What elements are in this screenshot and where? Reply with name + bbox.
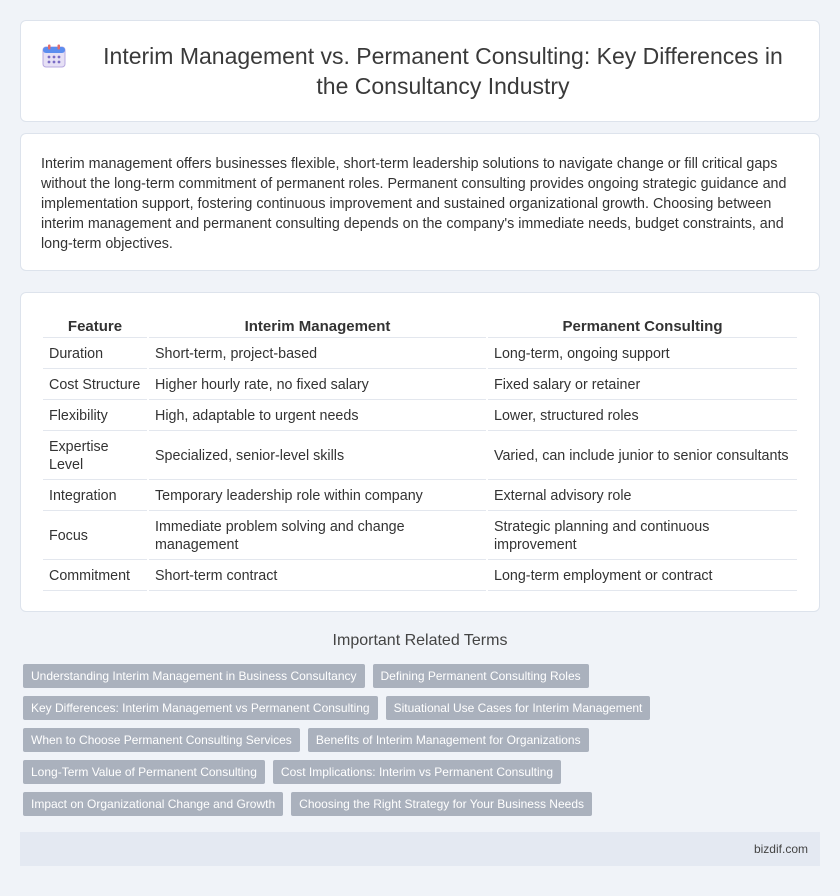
table-row [43, 371, 797, 400]
row-feature: Expertise Level [43, 433, 147, 480]
calendar-icon [41, 43, 67, 69]
row-feature: Flexibility [43, 402, 147, 431]
related-terms-tags [20, 664, 820, 816]
row-permanent: Varied, can include junior to senior consultants [488, 433, 797, 480]
row-permanent: Long-term employment or contract [488, 562, 797, 591]
related-term-link[interactable]: Defining Permanent Consulting Roles [373, 664, 589, 688]
table-header-row [43, 315, 797, 338]
footer-site-link[interactable]: bizdif.com [753, 842, 808, 856]
row-permanent: External advisory role [488, 482, 797, 511]
row-permanent: Fixed salary or retainer [488, 371, 797, 400]
related-term-link[interactable]: Key Differences: Interim Management vs Permanent Consulting [23, 696, 378, 720]
row-interim: Temporary leadership role within company [149, 482, 486, 511]
related-term-link[interactable]: Situational Use Cases for Interim Management [386, 696, 651, 720]
table-row [43, 340, 797, 369]
row-permanent: Long-term, ongoing support [488, 340, 797, 369]
row-interim: Short-term contract [149, 562, 486, 591]
related-terms-title: Important Related Terms [332, 632, 508, 649]
row-interim: High, adaptable to urgent needs [149, 402, 486, 431]
related-terms-section [20, 632, 820, 816]
row-permanent: Strategic planning and continuous improvement [488, 513, 797, 560]
comparison-table-card [20, 292, 820, 612]
row-interim: Higher hourly rate, no fixed salary [149, 371, 486, 400]
intro-paragraph: Interim management offers businesses flexible, short-term leadership solutions to navigate change or fill critical gaps without the long-term commitment of permanent roles. Permanent consulting provides ongoing strategic guidance and implementation support, fostering continuous improvement and sustained organizational growth. Choosing between interim management and permanent consulting depends on the company's immediate needs, budget constraints, and long-term objectives. [41, 156, 787, 252]
intro-card [20, 133, 820, 271]
row-feature: Focus [43, 513, 147, 560]
row-feature: Duration [43, 340, 147, 369]
page-title: Interim Management vs. Permanent Consulting: Key Differences in the Consultancy Industry [103, 43, 783, 99]
table-row [43, 482, 797, 511]
header-feature: Feature [43, 315, 147, 338]
row-interim: Specialized, senior-level skills [149, 433, 486, 480]
related-term-link[interactable]: Long-Term Value of Permanent Consulting [23, 760, 265, 784]
related-term-link[interactable]: Choosing the Right Strategy for Your Business Needs [291, 792, 592, 816]
row-feature: Cost Structure [43, 371, 147, 400]
table-row [43, 402, 797, 431]
related-term-link[interactable]: Understanding Interim Management in Business Consultancy [23, 664, 365, 688]
row-interim: Immediate problem solving and change management [149, 513, 486, 560]
table-row [43, 433, 797, 480]
comparison-table [41, 313, 799, 593]
header-permanent: Permanent Consulting [488, 315, 797, 338]
row-interim: Short-term, project-based [149, 340, 486, 369]
related-term-link[interactable]: Impact on Organizational Change and Growth [23, 792, 283, 816]
row-feature: Integration [43, 482, 147, 511]
table-row [43, 513, 797, 560]
footer [20, 832, 820, 866]
related-term-link[interactable]: Benefits of Interim Management for Organizations [308, 728, 589, 752]
row-permanent: Lower, structured roles [488, 402, 797, 431]
title-card [20, 20, 820, 122]
related-term-link[interactable]: Cost Implications: Interim vs Permanent Consulting [273, 760, 561, 784]
row-feature: Commitment [43, 562, 147, 591]
related-term-link[interactable]: When to Choose Permanent Consulting Services [23, 728, 300, 752]
header-interim: Interim Management [149, 315, 486, 338]
table-row [43, 562, 797, 591]
